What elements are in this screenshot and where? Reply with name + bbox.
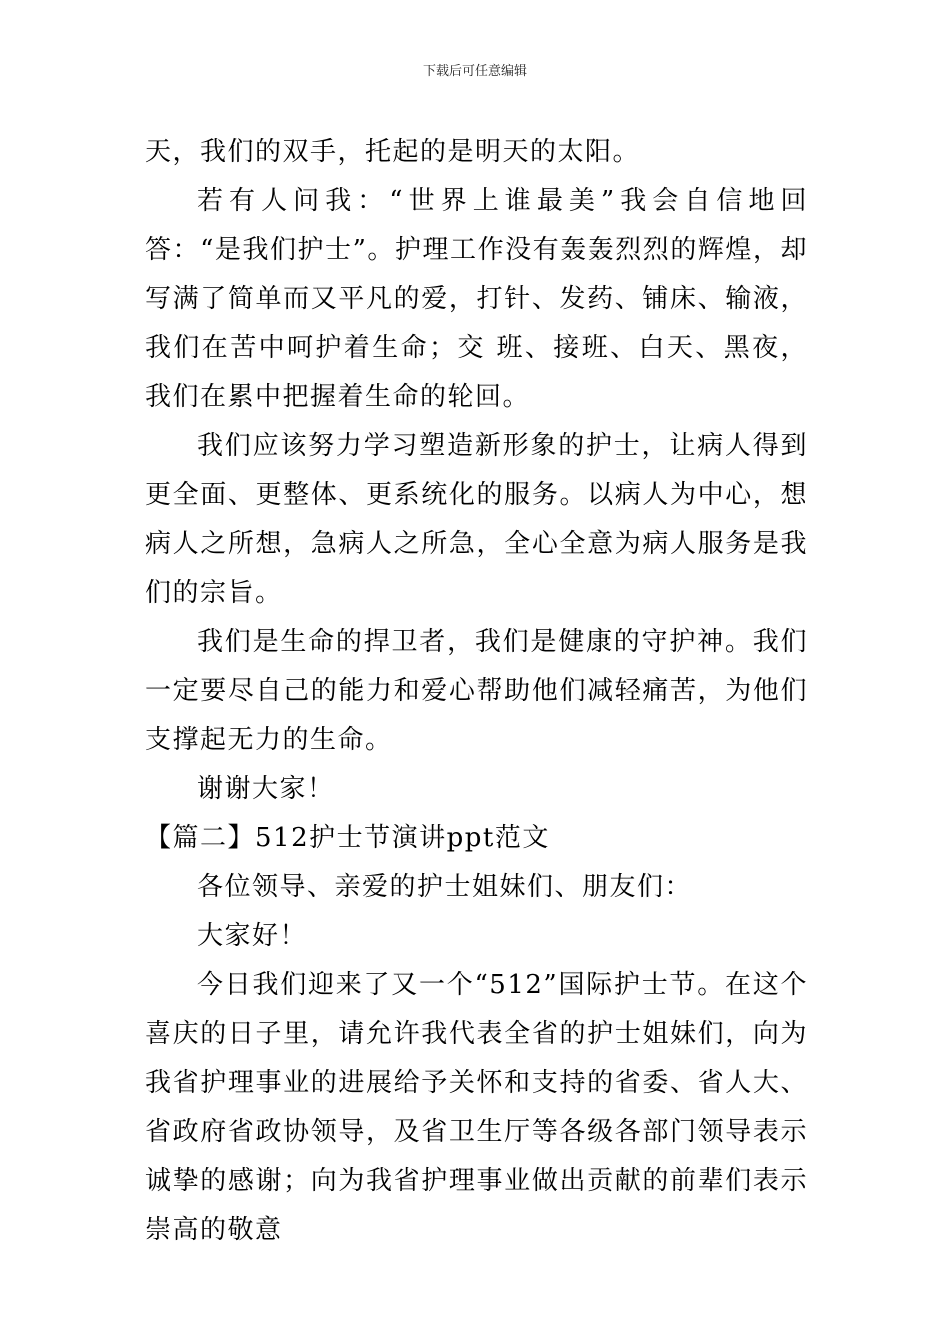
document-body [145, 128, 808, 1255]
paragraph-continuation: 天，我们的双手，托起的是明天的太阳。 [145, 137, 641, 167]
paragraph: 我们是生命的捍卫者，我们是健康的守护神。我们一定要尽自己的能力和爱心帮助他们减轻痛苦，为他们支撑起无力的生命。 [145, 627, 808, 755]
page-header: 下载后可任意编辑 [422, 64, 527, 79]
greeting: 大家好！ [197, 921, 308, 951]
closing-line: 谢谢大家！ [197, 774, 335, 804]
section-heading: 【篇二】512护士节演讲ppt范文 [145, 823, 550, 853]
paragraph: 若有人问我：“世界上谁最美”我会自信地回答：“是我们护士”。护理工作没有轰轰烈烈的辉煌，却写满了简单而又平凡的爱，打针、发药、铺床、输液，我们在苦中呵护着生命；交 班、接班、白天、黑夜，我们在累中把握着生命的轮回。 [145, 186, 808, 412]
paragraph: 今日我们迎来了又一个“512”国际护士节。在这个喜庆的日子里，请允许我代表全省的护士姐妹们，向为我省护理事业的进展给予关怀和支持的省委、省人大、省政府省政协领导，及省卫生厅等各级各部门领导表示诚挚的感谢；向为我省护理事业做出贡献的前辈们表示崇高的敬意 [145, 970, 808, 1245]
salutation: 各位领导、亲爱的护士姐妹们、朋友们： [197, 872, 693, 902]
paragraph: 我们应该努力学习塑造新形象的护士，让病人得到更全面、更整体、更系统化的服务。以病人为中心，想病人之所想，急病人之所急，全心全意为病人服务是我们的宗旨。 [145, 431, 808, 608]
